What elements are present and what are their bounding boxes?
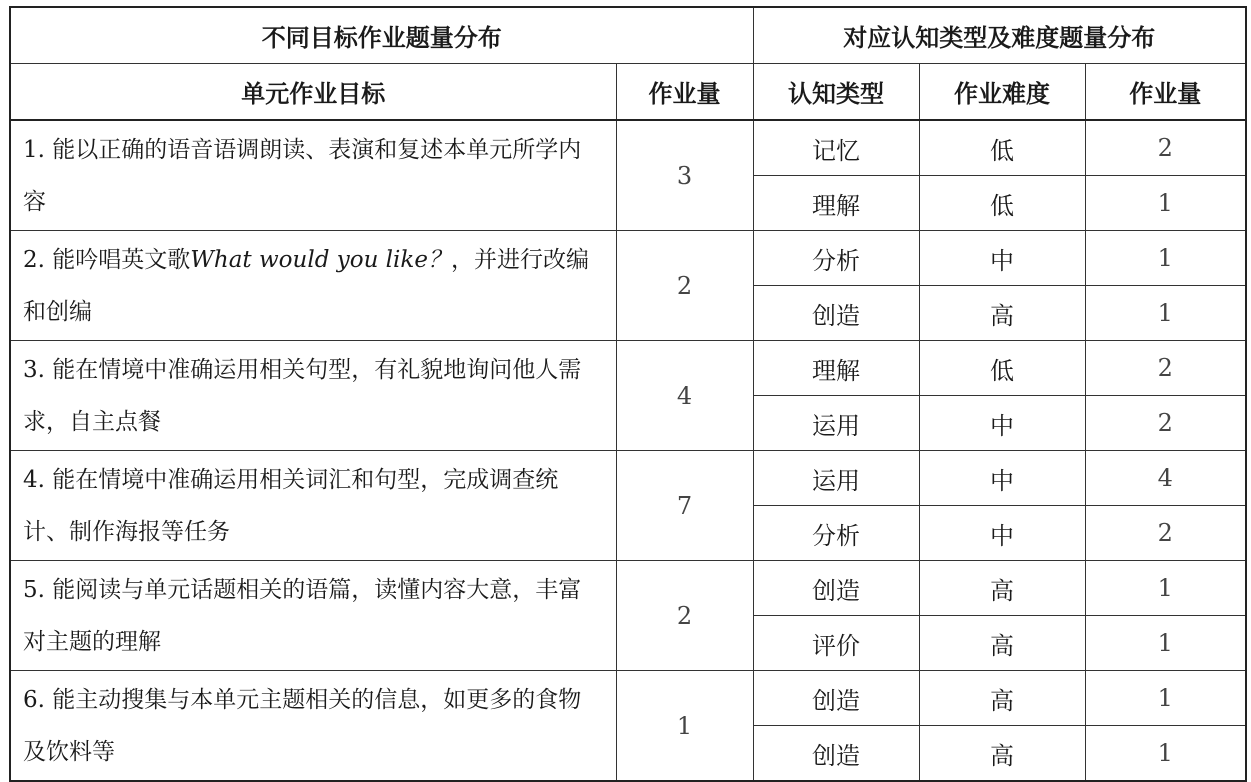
table-row — [10, 120, 1246, 176]
column-header-goal: 单元作业目标 — [10, 64, 616, 121]
goal-text: 6. 能主动搜集与本单元主题相关的信息，如更多的食物及饮料等 — [10, 671, 616, 782]
table-row — [10, 231, 1246, 286]
goal-text-after: ，并进行改编和创编 — [23, 246, 589, 325]
amount-cell: 2 — [1085, 396, 1246, 451]
cognition-cell: 记忆 — [753, 120, 919, 176]
goal-amount: 1 — [616, 671, 753, 782]
amount-cell: 2 — [1085, 120, 1246, 176]
difficulty-cell: 高 — [919, 286, 1085, 341]
cognition-cell: 运用 — [753, 451, 919, 506]
amount-cell: 1 — [1085, 231, 1246, 286]
goal-amount: 3 — [616, 120, 753, 231]
goal-amount: 7 — [616, 451, 753, 561]
goal-amount: 2 — [616, 561, 753, 671]
homework-distribution-table — [9, 6, 1247, 782]
goal-text: 4. 能在情境中准确运用相关词汇和句型，完成调查统计、制作海报等任务 — [10, 451, 616, 561]
table-row — [10, 671, 1246, 726]
table-row — [10, 561, 1246, 616]
difficulty-cell: 中 — [919, 396, 1085, 451]
column-header-goal-amount: 作业量 — [616, 64, 753, 121]
goal-amount: 2 — [616, 231, 753, 341]
amount-cell: 1 — [1085, 561, 1246, 616]
difficulty-cell: 低 — [919, 176, 1085, 231]
table-row — [10, 451, 1246, 506]
goal-amount: 4 — [616, 341, 753, 451]
cognition-cell: 创造 — [753, 286, 919, 341]
amount-cell: 1 — [1085, 616, 1246, 671]
cognition-cell: 创造 — [753, 561, 919, 616]
amount-cell: 1 — [1085, 286, 1246, 341]
amount-cell: 1 — [1085, 176, 1246, 231]
difficulty-cell: 低 — [919, 341, 1085, 396]
group-header-right: 对应认知类型及难度题量分布 — [753, 7, 1246, 64]
cognition-cell: 创造 — [753, 671, 919, 726]
cognition-cell: 理解 — [753, 341, 919, 396]
difficulty-cell: 高 — [919, 726, 1085, 782]
difficulty-cell: 低 — [919, 120, 1085, 176]
difficulty-cell: 高 — [919, 561, 1085, 616]
goal-text: 5. 能阅读与单元话题相关的语篇，读懂内容大意，丰富对主题的理解 — [10, 561, 616, 671]
song-title: What would you like？ — [190, 246, 451, 273]
cognition-cell: 分析 — [753, 506, 919, 561]
table-row — [10, 341, 1246, 396]
difficulty-cell: 中 — [919, 451, 1085, 506]
amount-cell: 1 — [1085, 671, 1246, 726]
column-header-cognition: 认知类型 — [753, 64, 919, 121]
amount-cell: 4 — [1085, 451, 1246, 506]
cognition-cell: 理解 — [753, 176, 919, 231]
goal-text — [10, 231, 616, 341]
amount-cell: 2 — [1085, 341, 1246, 396]
cognition-cell: 评价 — [753, 616, 919, 671]
goal-text: 3. 能在情境中准确运用相关句型，有礼貌地询问他人需求，自主点餐 — [10, 341, 616, 451]
difficulty-cell: 高 — [919, 671, 1085, 726]
difficulty-cell: 高 — [919, 616, 1085, 671]
amount-cell: 2 — [1085, 506, 1246, 561]
goal-text-before: 2. 能吟唱英文歌 — [23, 246, 191, 273]
column-header-amount: 作业量 — [1085, 64, 1246, 121]
cognition-cell: 分析 — [753, 231, 919, 286]
cognition-cell: 运用 — [753, 396, 919, 451]
group-header-left: 不同目标作业题量分布 — [10, 7, 753, 64]
goal-text: 1. 能以正确的语音语调朗读、表演和复述本单元所学内容 — [10, 120, 616, 231]
cognition-cell: 创造 — [753, 726, 919, 782]
difficulty-cell: 中 — [919, 506, 1085, 561]
difficulty-cell: 中 — [919, 231, 1085, 286]
amount-cell: 1 — [1085, 726, 1246, 782]
column-header-difficulty: 作业难度 — [919, 64, 1085, 121]
